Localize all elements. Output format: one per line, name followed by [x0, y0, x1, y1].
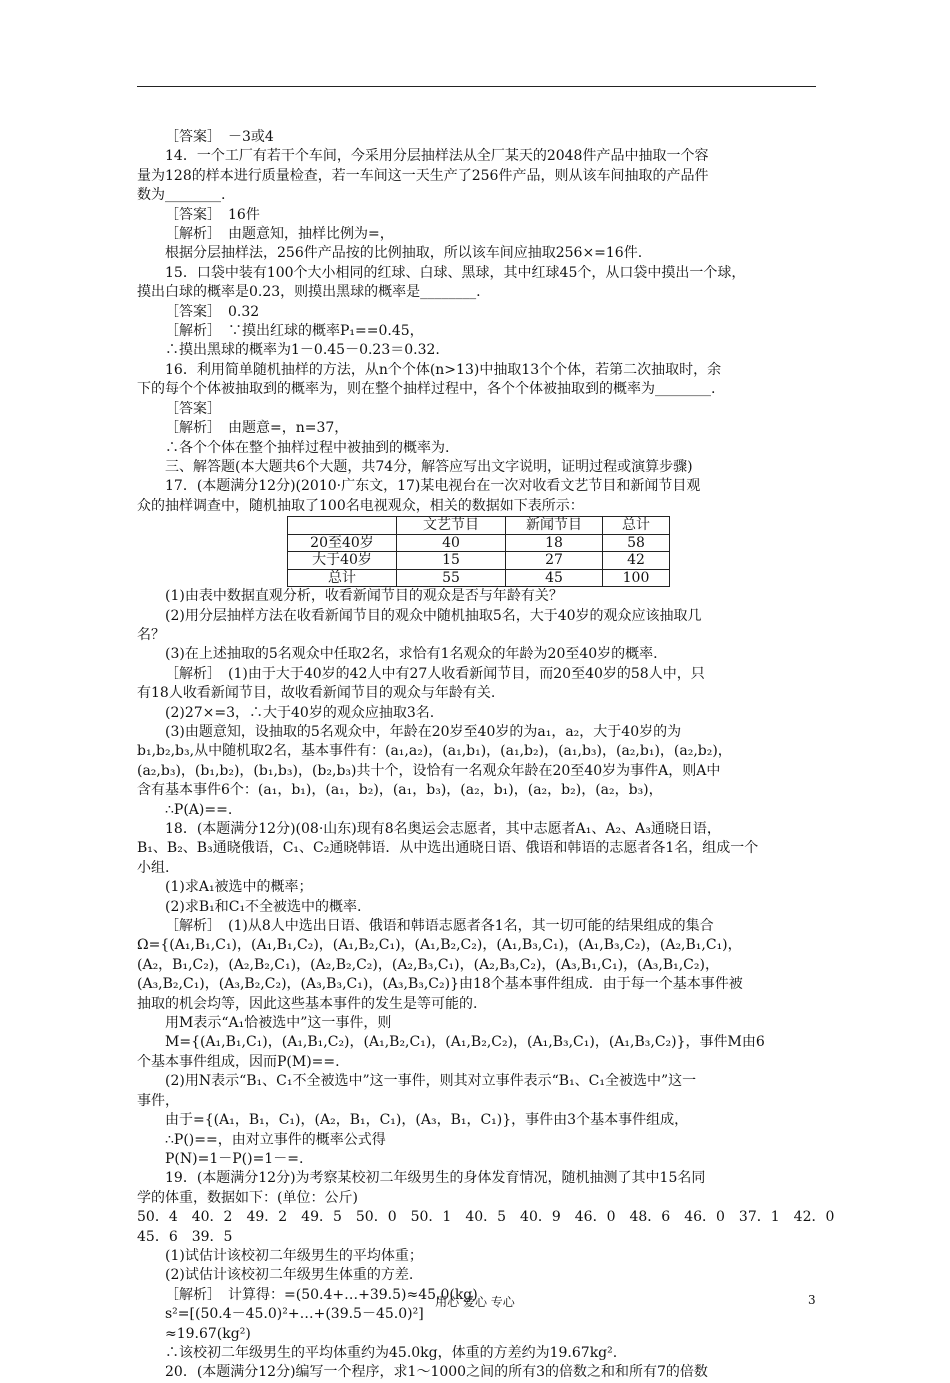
table-cell: 42 [603, 552, 670, 570]
table-cell: 40 [397, 534, 506, 552]
text-line: 15．口袋中装有100个大小相同的红球、白球、黑球，其中红球45个，从口袋中摸出一个球， [165, 264, 746, 281]
text-line: ∴P(A)==. [165, 801, 233, 818]
table-row [288, 552, 670, 570]
text-line: (2)用分层抽样方法在收看新闻节目的观众中随机抽取5名，大于40岁的观众应该抽取几 [165, 607, 702, 624]
text-block-before-table [137, 128, 819, 516]
text-line: 事件， [137, 1092, 179, 1109]
text-line: 三、解答题(本大题共6个大题，共74分，解答应写出文字说明，证明过程或演算步骤) [165, 458, 693, 475]
table-cell: 18 [506, 534, 603, 552]
text-line: 19．(本题满分12分)为考察某校初二年级男生的身体发育情况，随机抽测了其中15名同 [165, 1170, 706, 1187]
text-line: P(N)=1－P()=1－=. [165, 1150, 304, 1167]
table-cell [288, 517, 397, 535]
text-line: 下的每个个体被抽取到的概率为，则在整个抽样过程中，各个个体被抽取到的概率为________. [137, 381, 716, 398]
text-line: ［答案］ [165, 400, 221, 417]
text-line: (1)由表中数据直观分析，收看新闻节目的观众是否与年龄有关？ [165, 588, 563, 605]
table-cell: 55 [397, 569, 506, 587]
text-line: M={(A₁,B₁,C₁)，(A₁,B₁,C₂)，(A₁,B₂,C₁)，(A₁,B₂,C₂)，(A₁,B₃,C₁)，(A₁,B₃,C₂)}，事件M由6 [165, 1034, 765, 1051]
table-row [288, 569, 670, 587]
table-row [288, 534, 670, 552]
text-line: (3)由题意知，设抽取的5名观众中，年龄在20岁至40岁的为a₁，a₂，大于40岁的为 [165, 723, 682, 740]
text-line: 个基本事件组成，因而P(M)==. [137, 1053, 340, 1070]
table-cell: 总计 [603, 517, 670, 535]
text-line: (2)27×=3，∴大于40岁的观众应抽取3名. [165, 704, 435, 721]
text-line: 量为128的样本进行质量检查，若一车间这一天生产了256件产品，则从该车间抽取的产品件 [137, 167, 709, 184]
text-line: 17．(本题满分12分)(2010·广东文，17)某电视台在一次对收看文艺节目和新闻节目观 [165, 478, 701, 495]
text-line: ［解析］ ∵摸出红球的概率P₁==0.45， [165, 323, 424, 340]
table-cell: 总计 [288, 569, 397, 587]
table-cell: 100 [603, 569, 670, 587]
text-line: 用M表示“A₁恰被选中”这一事件，则 [165, 1015, 392, 1032]
table-cell: 15 [397, 552, 506, 570]
table-cell: 45 [506, 569, 603, 587]
text-line: 有18人收看新闻节目，故收看新闻节目的观众与年龄有关. [137, 685, 496, 702]
text-line: (2)试估计该校初二年级男生体重的方差. [165, 1267, 414, 1284]
text-line: 50．4 40．2 49．2 49．5 50．0 50．1 40．5 40．9 46．0 48．6 46．0 37．1 42．0 [137, 1209, 835, 1226]
table-header-row [288, 517, 670, 535]
text-line: ∴P()==，由对立事件的概率公式得 [165, 1131, 386, 1148]
table-cell: 58 [603, 534, 670, 552]
table-cell: 27 [506, 552, 603, 570]
text-line: ∴各个个体在整个抽样过程中被抽到的概率为. [165, 439, 450, 456]
text-line: ∴该校初二年级男生的平均体重约为45.0kg，体重的方差约为19.67kg². [165, 1344, 618, 1361]
text-line: ［解析］ (1)从8人中选出日语、俄语和韩语志愿者各1名，其一切可能的结果组成的集合 [165, 918, 714, 935]
table-cell: 大于40岁 [288, 552, 397, 570]
text-block-after-table [137, 587, 835, 1383]
text-line: 根据分层抽样法，256件产品按的比例抽取，所以该车间应抽取256×=16件. [165, 245, 643, 262]
text-line: (A₃,B₂,C₁)，(A₃,B₂,C₂)，(A₃,B₃,C₁)，(A₃,B₃,C₂)}由18个基本事件组成．由于每一个基本事件被 [137, 976, 743, 993]
text-line: ≈19.67(kg²) [165, 1325, 251, 1342]
document-body [137, 128, 835, 1383]
text-line: 众的抽样调查中，随机抽取了100名电视观众，相关的数据如下表所示： [137, 497, 584, 514]
text-line: ∴摸出黑球的概率为1－0.45－0.23＝0.32. [165, 342, 440, 359]
survey-data-table [287, 516, 670, 587]
text-line: ［答案］ 16件 [165, 206, 260, 223]
text-line: (a₂,b₃)，(b₁,b₂)，(b₁,b₃)，(b₂,b₃)共十个，设恰有一名观众年龄在20至40岁为事件A，则A中 [137, 762, 721, 779]
text-line: s²=[(50.4－45.0)²+…+(39.5－45.0)²] [165, 1306, 424, 1323]
text-line: 由于={(A₁，B₁，C₁)，(A₂，B₁，C₁)，(A₃，B₁，C₁)}，事件由3个基本事件组成， [165, 1112, 689, 1129]
text-line: (A₂，B₁,C₂)，(A₂,B₂,C₁)，(A₂,B₂,C₂)，(A₂,B₃,C₁)，(A₂,B₃,C₂)，(A₃,B₁,C₁)，(A₃,B₁,C₂)， [137, 956, 719, 973]
text-line: 抽取的机会均等，因此这些基本事件的发生是等可能的. [137, 995, 478, 1012]
text-line: 45．6 39．5 [137, 1228, 233, 1245]
text-line: B₁、B₂、B₃通晓俄语，C₁、C₂通晓韩语．从中选出通晓日语、俄语和韩语的志愿者各1名，组成一个 [137, 840, 759, 857]
text-line: ［答案］ －3或4 [165, 129, 274, 145]
text-line: 含有基本事件6个：(a₁，b₁)，(a₁，b₂)，(a₁，b₃)，(a₂，b₁)，(a₂，b₂)，(a₂，b₃)， [137, 782, 663, 799]
text-line: ［答案］ 0.32 [165, 303, 260, 320]
text-line: 16．利用简单随机抽样的方法，从n个个体(n>13)中抽取13个个体，若第二次抽取时，余 [165, 361, 722, 378]
text-line: 摸出白球的概率是0.23，则摸出黑球的概率是________. [137, 284, 481, 301]
page-number: 3 [808, 1293, 816, 1307]
text-line: 20．(本题满分12分)编写一个程序，求1～1000之间的所有3的倍数之和和所有7的倍数 [165, 1364, 708, 1381]
table-cell: 新闻节目 [506, 517, 603, 535]
text-line: 18．(本题满分12分)(08·山东)现有8名奥运会志愿者，其中志愿者A₁、A₂、A₃通晓日语， [165, 821, 721, 837]
text-line: (2)用N表示“B₁、C₁不全被选中”这一事件，则其对立事件表示“B₁、C₁全被选中”这一 [165, 1073, 697, 1090]
text-line: (2)求B₁和C₁不全被选中的概率. [165, 898, 362, 915]
text-line: (1)求A₁被选中的概率； [165, 879, 313, 896]
text-line: Ω={(A₁,B₁,C₁)，(A₁,B₁,C₂)，(A₁,B₂,C₁)，(A₁,B₂,C₂)，(A₁,B₃,C₁)，(A₁,B₃,C₂)，(A₂,B₁,C₁)， [137, 937, 742, 954]
text-line: (1)试估计该校初二年级男生的平均体重； [165, 1247, 423, 1264]
text-line: 小组. [137, 859, 170, 876]
text-line: ［解析］ 由题意知，抽样比例为=， [165, 226, 394, 243]
text-line: ［解析］ 由题意=，n=37， [165, 420, 349, 437]
footer-slogan: 用心 爱心 专心 [435, 1295, 515, 1309]
text-line: ［解析］ 计算得：=(50.4+…+39.5)≈45.0(kg) [165, 1286, 478, 1303]
text-line: 名？ [137, 626, 165, 643]
text-line: b₁,b₂,b₃,从中随机取2名，基本事件有：(a₁,a₂)，(a₁,b₁)，(a₁,b₂)，(a₁,b₃)，(a₂,b₁)，(a₂,b₂)， [137, 743, 732, 760]
text-line: 学的体重，数据如下：(单位：公斤) [137, 1189, 358, 1206]
table-cell: 文艺节目 [397, 517, 506, 535]
text-line: ［解析］ (1)由于大于40岁的42人中有27人收看新闻节目，而20至40岁的58人中，只 [165, 665, 705, 682]
text-line: 数为________. [137, 187, 226, 204]
text-line: 14．一个工厂有若干个车间，今采用分层抽样法从全厂某天的2048件产品中抽取一个容 [165, 148, 709, 165]
text-line: (3)在上述抽取的5名观众中任取2名，求恰有1名观众的年龄为20至40岁的概率. [165, 646, 658, 663]
table-cell: 20至40岁 [288, 534, 397, 552]
header-rule [137, 86, 816, 87]
